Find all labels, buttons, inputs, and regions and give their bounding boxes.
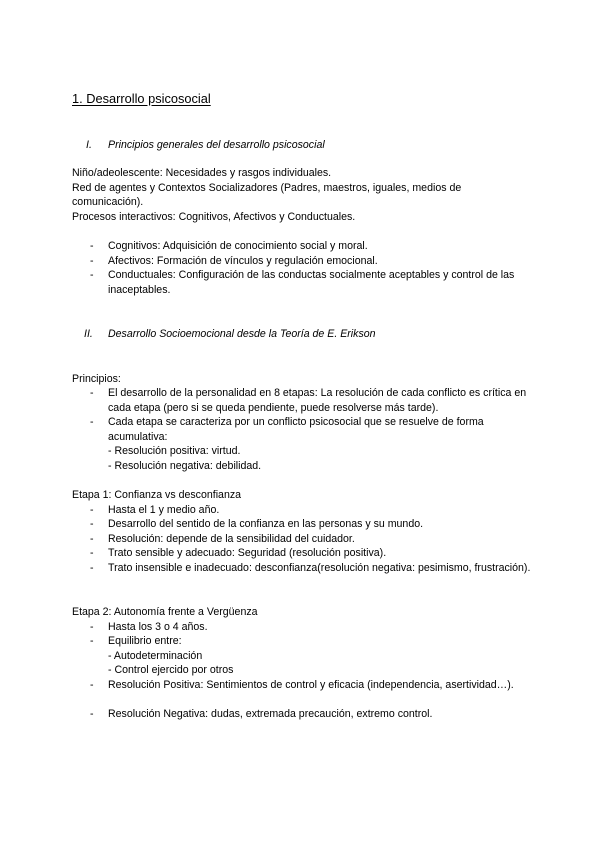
section-1-numeral: I.	[86, 139, 92, 151]
list-item: Desarrollo del sentido de la confianza en las personas y su mundo.	[108, 518, 424, 530]
list-item: Cognitivos: Adquisición de conocimiento social y moral.	[108, 240, 368, 252]
bullet-dash: -	[90, 416, 94, 428]
list-item: Resolución Negativa: dudas, extremada precaución, extremo control.	[108, 708, 433, 720]
paragraph-line: Niño/adeolescente: Necesidades y rasgos individuales.	[72, 167, 332, 179]
list-item: Afectivos: Formación de vínculos y regulación emocional.	[108, 255, 378, 267]
bullet-dash: -	[90, 504, 94, 516]
list-item-text: Equilibrio entre:	[108, 635, 182, 647]
paragraph-line: Procesos interactivos: Cognitivos, Afectivos y Conductuales.	[72, 211, 356, 223]
principios-label: Principios:	[72, 373, 121, 385]
bullet-dash: -	[90, 240, 94, 252]
sub-item: - Resolución negativa: debilidad.	[108, 459, 262, 472]
list-item: Hasta los 3 o 4 años.	[108, 621, 208, 633]
bullet-dash: -	[90, 562, 94, 574]
bullet-dash: -	[90, 387, 94, 399]
bullet-dash: -	[90, 547, 94, 559]
etapa-2-label: Etapa 2: Autonomía frente a Vergüenza	[72, 606, 258, 618]
bullet-dash: -	[90, 533, 94, 545]
list-item: Hasta el 1 y medio año.	[108, 504, 220, 516]
bullet-dash: -	[90, 635, 94, 647]
section-2-heading: Desarrollo Socioemocional desde la Teoría de E. Erikson	[108, 328, 376, 340]
bullet-dash: -	[90, 518, 94, 530]
list-item: Resolución Positiva: Sentimientos de control y eficacia (independencia, asertividad…).	[108, 679, 514, 691]
list-item: El desarrollo de la personalidad en 8 etapas: La resolución de cada conflicto es crítica en cada etapa (pero si se queda pendiente, puede resolverse más tarde).	[108, 387, 527, 414]
paragraph-line: Red de agentes y Contextos Socializadores (Padres, maestros, iguales, medios de	[72, 182, 462, 194]
bullet-dash: -	[90, 255, 94, 267]
section-2-numeral: II.	[84, 328, 93, 340]
section-1-heading: Principios generales del desarrollo psicosocial	[108, 139, 325, 151]
bullet-dash: -	[90, 708, 94, 720]
paragraph-line: comunicación).	[72, 196, 144, 208]
list-item: Resolución: depende de la sensibilidad del cuidador.	[108, 533, 355, 545]
bullet-dash: -	[90, 621, 94, 633]
list-item: Conductuales: Configuración de las conductas socialmente aceptables y control de las inaceptables.	[108, 269, 515, 296]
sub-item: - Control ejercido por otros	[108, 664, 234, 677]
list-item-text: Cada etapa se caracteriza por un conflicto psicosocial que se resuelve de forma acumulativa:	[108, 416, 484, 443]
list-item: Trato sensible y adecuado: Seguridad (resolución positiva).	[108, 547, 387, 559]
sub-item: - Resolución positiva: virtud.	[108, 445, 241, 458]
bullet-dash: -	[90, 269, 94, 281]
page-title: 1. Desarrollo psicosocial	[72, 91, 211, 106]
bullet-dash: -	[90, 679, 94, 691]
list-item: Trato insensible e inadecuado: desconfianza(resolución negativa: pesimismo, frustración).	[108, 562, 531, 574]
list-item	[108, 634, 532, 678]
sub-item: - Autodeterminación	[108, 649, 203, 662]
list-item	[108, 415, 532, 473]
etapa-1-label: Etapa 1: Confianza vs desconfianza	[72, 489, 242, 501]
